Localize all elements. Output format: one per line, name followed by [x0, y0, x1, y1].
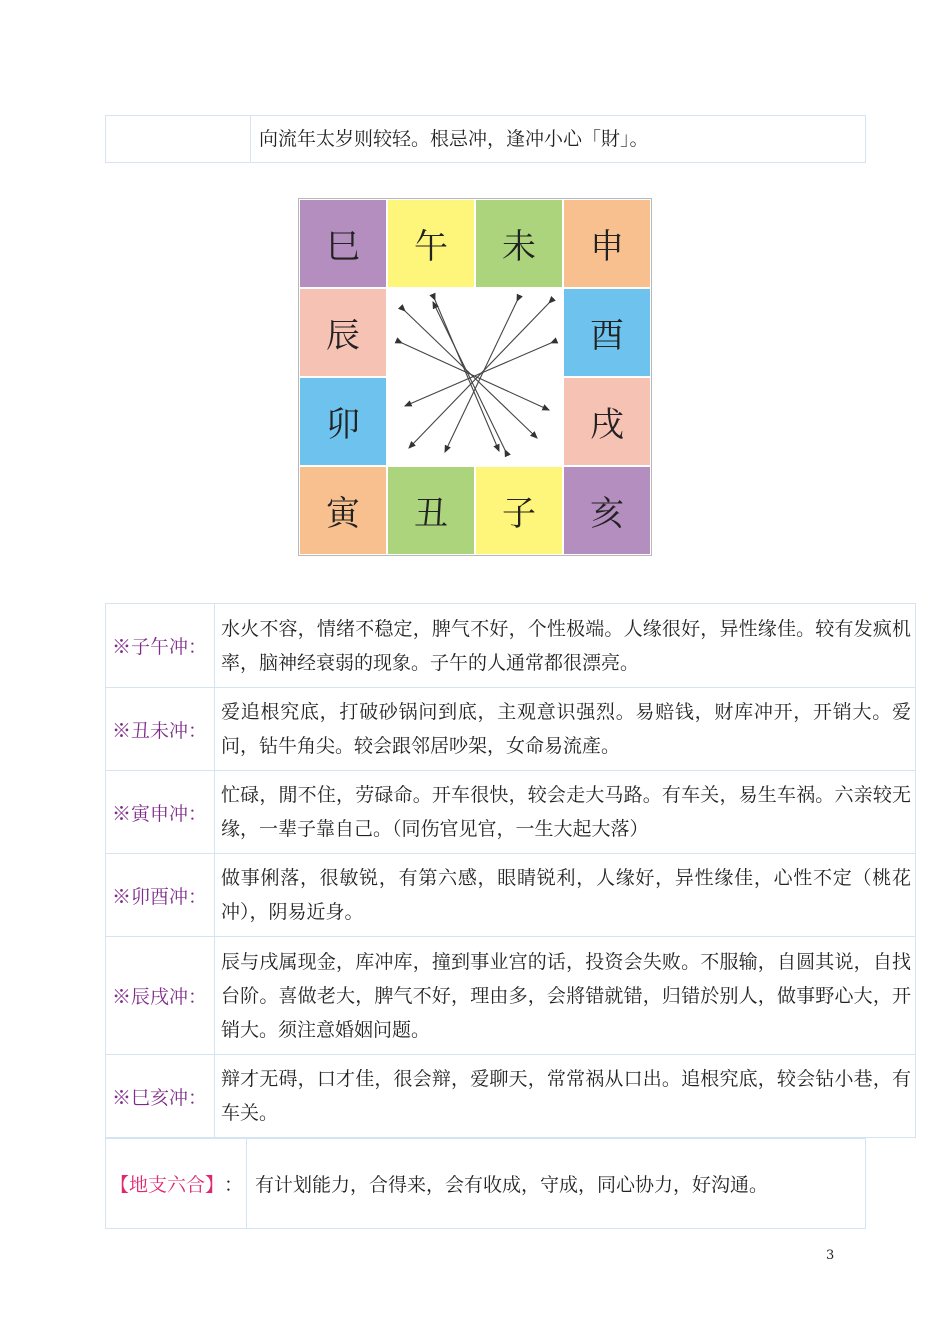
six-harmonies-text: 有计划能力，合得来，会有收成，守成，同心协力，好沟通。 — [255, 1174, 769, 1196]
clash-description: 忙碌，閒不住，劳碌命。开车很快，较会走大马路。有车关，易生车祸。六亲较无缘，一辈子靠自己。（同伤官见官，一生大起大落） — [215, 771, 916, 854]
six-harmonies-label: 【地支六合】 — [110, 1174, 225, 1196]
six-harmonies-label-cell — [106, 1139, 247, 1228]
top-table-text: 向流年太岁则较轻。根忌冲，逢冲小心「財」。 — [259, 128, 649, 150]
clash-label: ※寅申冲： — [106, 771, 215, 854]
table-row — [106, 937, 916, 1055]
clash-description: 水火不容，情绪不稳定，脾气不好，个性极端。人缘很好，异性缘佳。较有发疯机率，脑神经衰弱的现象。子午的人通常都很漂亮。 — [215, 604, 916, 688]
clash-description: 辰与戌属现金，库冲库，撞到事业宫的话，投资会失败。不服输，自圆其说，自找台阶。喜做老大，脾气不好，理由多，会將错就错，归错於别人，做事野心大，开销大。须注意婚姻问题。 — [215, 937, 916, 1055]
table-row — [106, 604, 916, 688]
branch-cell-wu: 午 — [387, 199, 475, 288]
clash-arrows-area — [387, 288, 564, 466]
branch-cell-wei: 未 — [475, 199, 563, 288]
page-number: 3 — [826, 1248, 835, 1263]
branch-cell-hai: 亥 — [563, 466, 651, 555]
clash-description: 做事俐落，很敏锐，有第六感，眼睛锐利，人缘好，异性缘佳，心性不定（桃花冲），阴易近身。 — [215, 854, 916, 937]
branch-cell-zi: 子 — [475, 466, 563, 555]
clash-label: ※丑未冲： — [106, 688, 215, 771]
six-harmonies-colon: ： — [224, 1174, 244, 1196]
table-row — [106, 771, 916, 854]
branch-cell-chen: 辰 — [299, 288, 387, 377]
clash-description: 爱追根究底，打破砂锅问到底，主观意识强烈。易赔钱，财库冲开，开销大。爱问，钻牛角尖。较会跟邻居吵架，女命易流產。 — [215, 688, 916, 771]
branch-cell-yin: 寅 — [299, 466, 387, 555]
branch-cell-chou: 丑 — [387, 466, 475, 555]
table-row — [106, 854, 916, 937]
six-harmonies-row — [105, 1138, 866, 1229]
clash-label: ※卯酉冲： — [106, 854, 215, 937]
clash-label: ※巳亥冲： — [106, 1055, 215, 1138]
branch-cell-mao: 卯 — [299, 377, 387, 466]
branch-cell-xu: 戌 — [563, 377, 651, 466]
clash-table — [105, 603, 916, 1138]
clash-label: ※子午冲： — [106, 604, 215, 688]
table-row — [106, 688, 916, 771]
top-table-empty-cell — [106, 116, 251, 162]
branch-cell-shen: 申 — [563, 199, 651, 288]
clash-label: ※辰戌冲： — [106, 937, 215, 1055]
clash-description: 辩才无碍，口才佳，很会辩，爱聊天，常常祸从口出。追根究底，较会钻小巷，有车关。 — [215, 1055, 916, 1138]
earthly-branch-clash-diagram — [298, 198, 652, 556]
top-table-row — [105, 115, 866, 163]
branch-cell-you: 酉 — [563, 288, 651, 377]
branch-cell-si: 巳 — [299, 199, 387, 288]
table-row — [106, 1055, 916, 1138]
clash-arrows-icon — [387, 288, 564, 466]
